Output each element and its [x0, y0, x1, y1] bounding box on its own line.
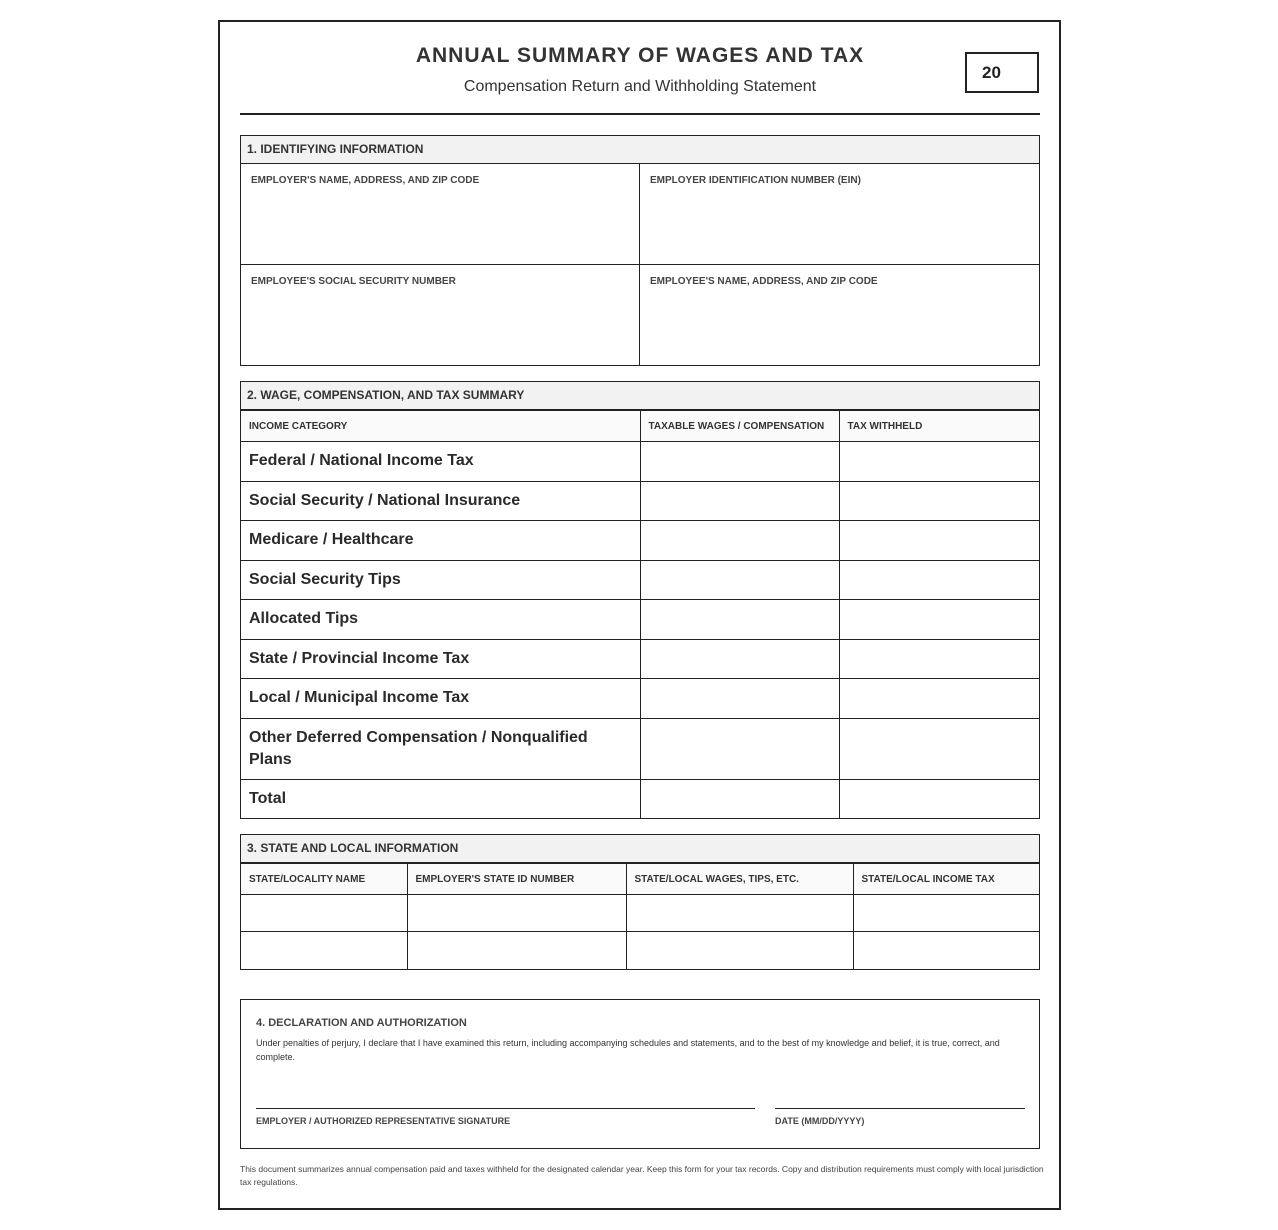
table-row — [241, 521, 1039, 561]
tax-year-field[interactable]: 20 — [965, 52, 1039, 93]
tax-withheld-input[interactable] — [839, 779, 1039, 819]
column-header-employer-state-id: EMPLOYER'S STATE ID NUMBER — [407, 864, 626, 895]
form-subtitle: Compensation Return and Withholding Statement — [463, 78, 817, 95]
employer-name-address-field[interactable] — [241, 164, 640, 265]
state-local-income-tax-input[interactable] — [853, 895, 1039, 932]
declaration-text: Under penalties of perjury, I declare that I have examined this return, including accompanying schedules and statements, and to the best of my knowledge and belief, it is true, correct, and complete. — [256, 1038, 1000, 1062]
table-row — [241, 895, 1039, 932]
income-category-cell: Total — [241, 779, 640, 819]
table-row — [241, 481, 1039, 521]
identifying-information-section — [240, 135, 1040, 366]
wage-tax-table — [241, 410, 1039, 819]
table-row — [241, 679, 1039, 719]
taxable-wages-input[interactable] — [640, 679, 839, 719]
section-heading: 2. WAGE, COMPENSATION, AND TAX SUMMARY — [241, 382, 1039, 410]
column-header-state-local-wages: STATE/LOCAL WAGES, TIPS, ETC. — [626, 864, 853, 895]
column-header-state-locality-name: STATE/LOCALITY NAME — [241, 864, 407, 895]
income-category-cell: Federal / National Income Tax — [249, 452, 474, 470]
taxable-wages-input[interactable] — [640, 560, 839, 600]
date-label: DATE (MM/DD/YYYY) — [775, 1116, 865, 1126]
income-category-cell — [241, 718, 640, 779]
signature-label: EMPLOYER / AUTHORIZED REPRESENTATIVE SIGNATURE — [256, 1116, 511, 1126]
section-heading: 3. STATE AND LOCAL INFORMATION — [241, 835, 1039, 863]
field-label: EMPLOYEE'S SOCIAL SECURITY NUMBER — [251, 276, 456, 287]
tax-withheld-input[interactable] — [839, 679, 1039, 719]
taxable-wages-input[interactable] — [640, 718, 839, 779]
column-header-taxable-wages: TAXABLE WAGES / COMPENSATION — [640, 411, 839, 442]
table-row — [241, 600, 1039, 640]
income-category-label: Other Deferred Compensation / Nonqualified Plans — [249, 728, 588, 768]
tax-withheld-input[interactable] — [839, 442, 1039, 482]
employee-ssn-field[interactable] — [241, 265, 640, 365]
form-title: ANNUAL SUMMARY OF WAGES AND TAX — [415, 44, 865, 67]
taxable-wages-input[interactable] — [640, 521, 839, 561]
table-row — [241, 932, 1039, 969]
declaration-section — [240, 999, 1040, 1149]
taxable-wages-input[interactable] — [640, 442, 839, 482]
state-locality-name-input[interactable] — [241, 895, 407, 932]
tax-withheld-input[interactable] — [839, 600, 1039, 640]
tax-withheld-input[interactable] — [839, 718, 1039, 779]
table-row — [241, 639, 1039, 679]
state-local-table — [241, 863, 1039, 969]
signature-line[interactable] — [256, 1108, 755, 1109]
state-local-information-section — [240, 834, 1040, 970]
date-line[interactable] — [775, 1108, 1025, 1109]
income-category-cell: Local / Municipal Income Tax — [241, 679, 640, 719]
table-row — [241, 718, 1039, 779]
taxable-wages-input[interactable] — [640, 600, 839, 640]
employee-name-address-field[interactable] — [640, 265, 1039, 365]
section-heading: 4. DECLARATION AND AUTHORIZATION — [256, 1017, 467, 1029]
income-category-cell: Medicare / Healthcare — [241, 521, 640, 561]
state-locality-name-input[interactable] — [241, 932, 407, 969]
table-row-total — [241, 779, 1039, 819]
state-local-wages-input[interactable] — [626, 932, 853, 969]
column-header-income-category: INCOME CATEGORY — [241, 411, 640, 442]
employer-ein-field[interactable] — [640, 164, 1039, 265]
state-local-wages-input[interactable] — [626, 895, 853, 932]
field-label: EMPLOYEE'S NAME, ADDRESS, AND ZIP CODE — [650, 276, 878, 287]
taxable-wages-input[interactable] — [640, 481, 839, 521]
taxable-wages-input[interactable] — [640, 639, 839, 679]
wage-tax-summary-section — [240, 381, 1040, 819]
employer-state-id-input[interactable] — [407, 895, 626, 932]
footer-note: This document summarizes annual compensation paid and taxes withheld for the designated calendar year. Keep this form for your tax records. Copy and distribution requirements must comply with local jurisdiction tax regulations. — [240, 1164, 1044, 1187]
tax-withheld-input[interactable] — [839, 639, 1039, 679]
tax-withheld-input[interactable] — [839, 560, 1039, 600]
income-category-cell: Social Security Tips — [241, 560, 640, 600]
income-category-cell: Allocated Tips — [241, 600, 640, 640]
column-header-tax-withheld: TAX WITHHELD — [839, 411, 1039, 442]
column-header-state-local-income-tax: STATE/LOCAL INCOME TAX — [853, 864, 1039, 895]
field-label: EMPLOYER IDENTIFICATION NUMBER (EIN) — [650, 175, 861, 186]
tax-withheld-input[interactable] — [839, 481, 1039, 521]
state-local-income-tax-input[interactable] — [853, 932, 1039, 969]
income-category-cell: Social Security / National Insurance — [241, 481, 640, 521]
table-row — [241, 442, 1039, 482]
section-heading: 1. IDENTIFYING INFORMATION — [241, 136, 1039, 164]
field-label: EMPLOYER'S NAME, ADDRESS, AND ZIP CODE — [251, 175, 480, 186]
employer-state-id-input[interactable] — [407, 932, 626, 969]
income-category-cell: State / Provincial Income Tax — [241, 639, 640, 679]
table-row — [241, 560, 1039, 600]
tax-withheld-input[interactable] — [839, 521, 1039, 561]
taxable-wages-input[interactable] — [640, 779, 839, 819]
tax-form-page — [218, 20, 1061, 1210]
form-header — [240, 22, 1040, 115]
